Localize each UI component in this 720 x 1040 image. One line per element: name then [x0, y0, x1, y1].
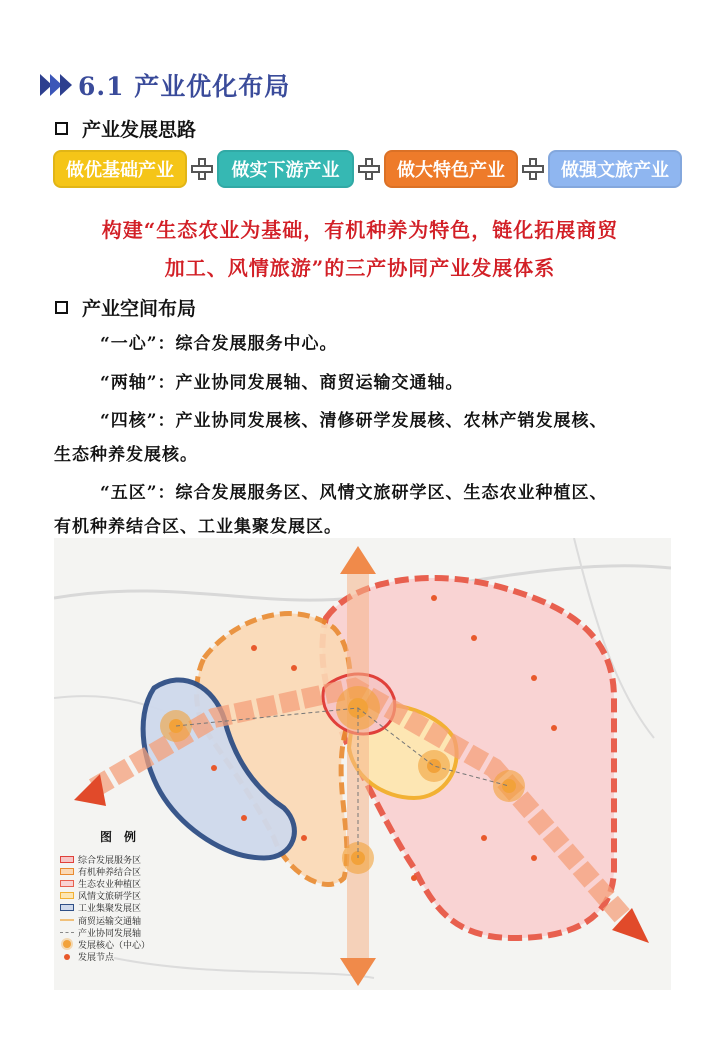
legend-item-tourism-zone: 风情文旅研学区	[60, 890, 210, 902]
square-bullet-icon	[55, 122, 68, 135]
paragraph-four-cores-line2: 生态种养发展核。	[54, 445, 198, 465]
swatch-icon	[60, 868, 74, 875]
heading-label: 产业发展思路	[82, 119, 197, 141]
legend-item-industrial-zone: 工业集聚发展区	[60, 902, 210, 914]
paragraph-one-heart: “一心”：综合发展服务中心。	[100, 334, 338, 354]
paragraph-two-axes: “两轴”：产业协同发展轴、商贸运输交通轴。	[100, 373, 464, 393]
legend-item-service-zone: 综合发展服务区	[60, 853, 210, 865]
legend-item-organic-zone: 有机种养结合区	[60, 865, 210, 877]
bullet-heading-development-idea	[55, 115, 196, 142]
plus-icon	[358, 158, 380, 180]
node-dot-icon	[64, 954, 70, 960]
swatch-icon	[60, 904, 74, 911]
pill-downstream-industry: 做实下游产业	[217, 150, 354, 188]
plus-icon	[191, 158, 213, 180]
section-title-row	[40, 68, 290, 102]
legend-title: 图 例	[100, 830, 137, 844]
section-title: 6.1 产业优化布局	[78, 72, 291, 101]
legend-item-node: 发展节点	[60, 951, 210, 963]
line-swatch-icon	[60, 932, 74, 933]
legend-item-trade-axis: 商贸运输交通轴	[60, 914, 210, 926]
line-swatch-icon	[60, 919, 74, 921]
map-legend	[60, 828, 210, 963]
spatial-layout-map	[54, 538, 671, 990]
pill-tourism-industry: 做强文旅产业	[548, 150, 682, 188]
swatch-icon	[60, 892, 74, 899]
swatch-icon	[60, 880, 74, 887]
paragraph-five-zones-line1: “五区”：综合发展服务区、风情文旅研学区、生态农业种植区、	[100, 483, 608, 503]
slogan-line-2: 加工、风情旅游”的三产协同产业发展体系	[164, 256, 556, 280]
bullet-heading-spatial-layout	[55, 294, 196, 321]
double-chevron-icon	[40, 74, 70, 96]
strategy-pills	[53, 150, 682, 188]
slogan-line-1: 构建“生态农业为基础，有机种养为特色，链化拓展商贸	[101, 218, 619, 242]
legend-item-core: 发展核心（中心）	[60, 938, 210, 950]
plus-icon	[522, 158, 544, 180]
legend-item-agriculture-zone: 生态农业种植区	[60, 877, 210, 889]
pill-basic-industry: 做优基础产业	[53, 150, 187, 188]
pill-featured-industry: 做大特色产业	[384, 150, 518, 188]
square-bullet-icon	[55, 301, 68, 314]
core-dot-icon	[63, 940, 71, 948]
swatch-icon	[60, 856, 74, 863]
legend-item-industry-axis: 产业协同发展轴	[60, 926, 210, 938]
paragraph-five-zones-line2: 有机种养结合区、工业集聚发展区。	[54, 517, 342, 537]
paragraph-four-cores-line1: “四核”：产业协同发展核、清修研学发展核、农林产销发展核、	[100, 411, 608, 431]
heading-label: 产业空间布局	[82, 298, 197, 320]
